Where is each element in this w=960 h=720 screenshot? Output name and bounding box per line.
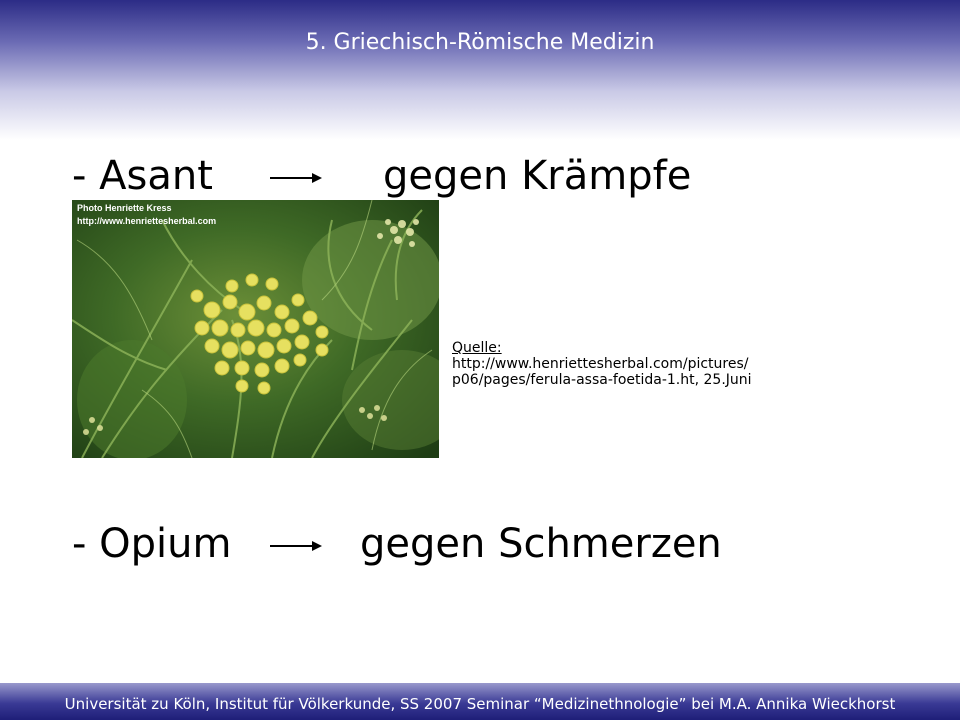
source-label: Quelle: — [452, 340, 502, 356]
bullet-asant-plant: - Asant — [72, 153, 213, 199]
arrow-icon — [268, 534, 324, 554]
ferula-photo-image — [72, 200, 439, 458]
photo-credit-name: Photo Henriette Kress — [77, 203, 172, 213]
footer-text: Universität zu Köln, Institut für Völkerkunde, SS 2007 Seminar “Medizinethnologie” bei M.A. Annika Wieckhorst — [64, 695, 896, 713]
source-citation — [452, 340, 752, 388]
source-url: http://www.henriettesherbal.com/pictures/p06/pages/ferula-assa-foetida-1.ht, 25.Juni — [452, 356, 752, 388]
bullet-opium-use: gegen Schmerzen — [360, 521, 722, 567]
photo-credit — [77, 202, 216, 228]
bullet-asant-use: gegen Krämpfe — [383, 153, 692, 199]
bullet-opium-plant: - Opium — [72, 521, 232, 567]
photo-credit-url: http://www.henriettesherbal.com — [77, 216, 217, 226]
plant-photo — [72, 200, 439, 458]
slide-title: 5. Griechisch-Römische Medizin — [305, 30, 655, 55]
header-band — [0, 0, 960, 140]
arrow-icon — [268, 166, 324, 186]
